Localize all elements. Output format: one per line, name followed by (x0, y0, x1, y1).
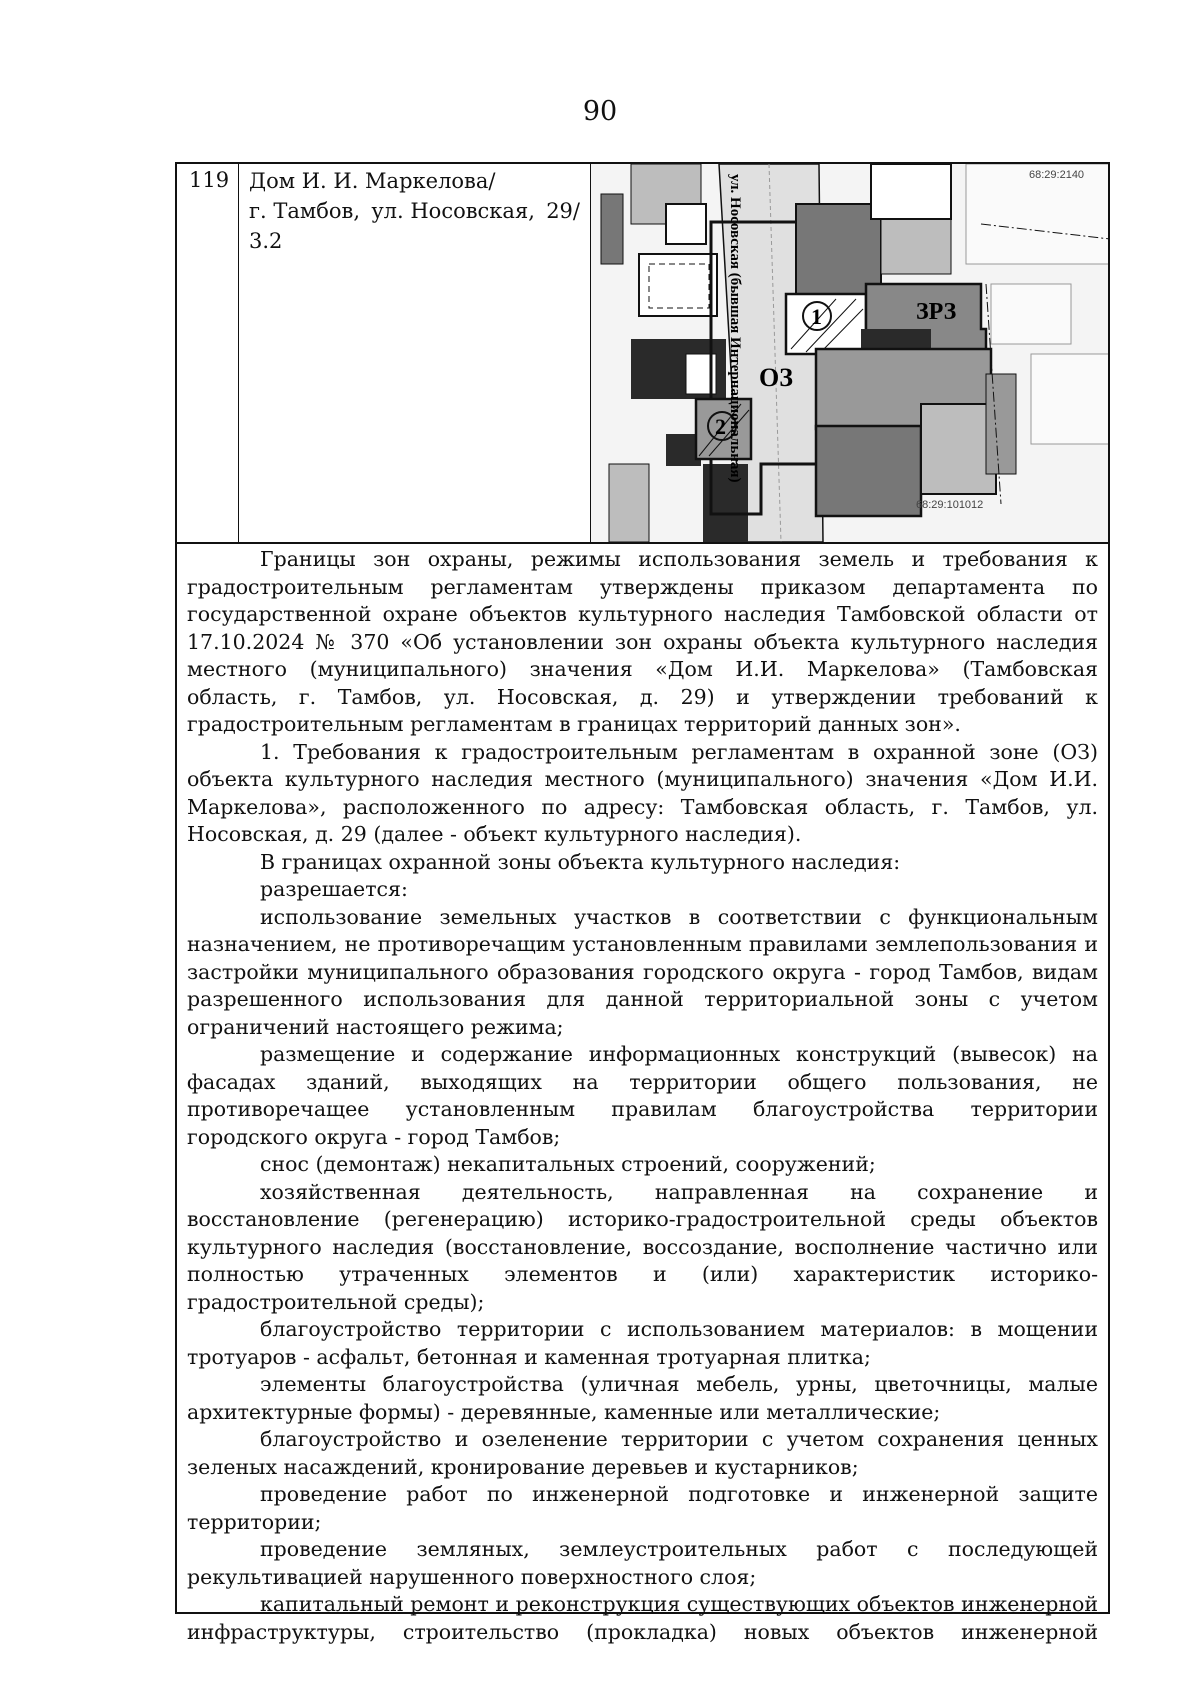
paragraph: использование земельных участков в соответствии с функциональным назначением, не противоречащим установленным правилами землепользования и застройки муниципального образования городского округа - город Тамбов, видам разрешенного использования для данной территориальной зоны с учетом ограничений настоящего режима; (187, 904, 1098, 1039)
paragraph: снос (демонтаж) некапитальных строений, сооружений; (260, 1152, 876, 1176)
paragraph: Границы зон охраны, режимы использования земель и требования к градостроительным регламентам утверждены приказом департамента по государственной охране объектов культурного наследия Тамбовской области от 17.10.2024 № 370 «Об установлении зон охраны объекта культурного наследия местного (муниципального) значения «Дом И.И. Маркелова» (Тамбовская область, г. Тамбов, ул. Носовская, д. 29) и утверждении требований к градостроительным регламентам в границах территорий данных зон». (187, 547, 1098, 736)
table-row (177, 164, 1108, 544)
paragraph: капитальный ремонт и реконструкция существующих объектов инженерной инфраструктуры, строительство (прокладка) новых объектов инженерной (187, 1592, 1098, 1644)
paragraph: проведение работ по инженерной подготовке и инженерной защите территории; (187, 1482, 1098, 1534)
zone-map (591, 164, 1108, 542)
object-1-label: 1 (811, 304, 822, 329)
paragraph: благоустройство территории с использованием материалов: в мощении тротуаров - асфальт, бетонная и каменная тротуарная плитка; (187, 1317, 1098, 1369)
paragraph: разрешается: (260, 877, 408, 901)
document-body (177, 546, 1108, 1646)
address-street: ул. Носовская, (371, 199, 535, 223)
zone-map-drawing (591, 164, 1108, 542)
street-label: ул. Носовская (бывшая Интернациональная) (727, 174, 743, 483)
object-address (249, 196, 580, 226)
zone-zrz-label: ЗРЗ (916, 299, 957, 325)
paragraph: размещение и содержание информационных конструкций (вывесок) на фасадах зданий, выходящих на территории общего пользования, не противоречащее установленным правилам благоустройства территории городского округа - город Тамбов; (187, 1042, 1098, 1149)
object-code: 3.2 (249, 229, 283, 253)
cadastral-bottom: 68:29:101012 (916, 499, 984, 511)
object-name: Дом И. И. Маркелова/ (249, 169, 496, 193)
address-house: 29/ (546, 199, 580, 223)
paragraph: элементы благоустройства (уличная мебель, урны, цветочницы, малые архитектурные формы) - деревянные, каменные или металлические; (187, 1372, 1098, 1424)
page-number: 90 (582, 96, 618, 127)
row-number: 119 (177, 164, 239, 542)
paragraph: В границах охранной зоны объекта культурного наследия: (260, 849, 901, 874)
paragraph: благоустройство и озеленение территории с учетом сохранения ценных зеленых насаждений, кронирование деревьев и кустарников; (187, 1427, 1098, 1479)
object-name-cell (239, 164, 591, 542)
paragraph: проведение земляных, землеустроительных работ с последующей рекультивацией нарушенного поверхностного слоя; (187, 1537, 1098, 1589)
register-table (175, 162, 1110, 1644)
cadastral-top: 68:29:2140 (1029, 169, 1085, 181)
address-city: г. Тамбов, (249, 199, 360, 223)
paragraph: хозяйственная деятельность, направленная на сохранение и восстановление (регенерацию) историко-градостроительной среды объектов культурного наследия (восстановление, воссоздание, восполнение частично или полностью утраченных элементов и (или) характеристик историко-градостроительной среды); (187, 1179, 1098, 1314)
paragraph: 1. Требования к градостроительным регламентам в охранной зоне (ОЗ) объекта культурного наследия местного (муниципального) значения «Дом И.И. Маркелова», расположенного по адресу: Тамбовская область, г. Тамбов, ул. Носовская, д. 29 (далее - объект культурного наследия). (187, 739, 1098, 846)
zone-oz-label: ОЗ (759, 363, 793, 392)
object-2-label: 2 (715, 414, 726, 439)
